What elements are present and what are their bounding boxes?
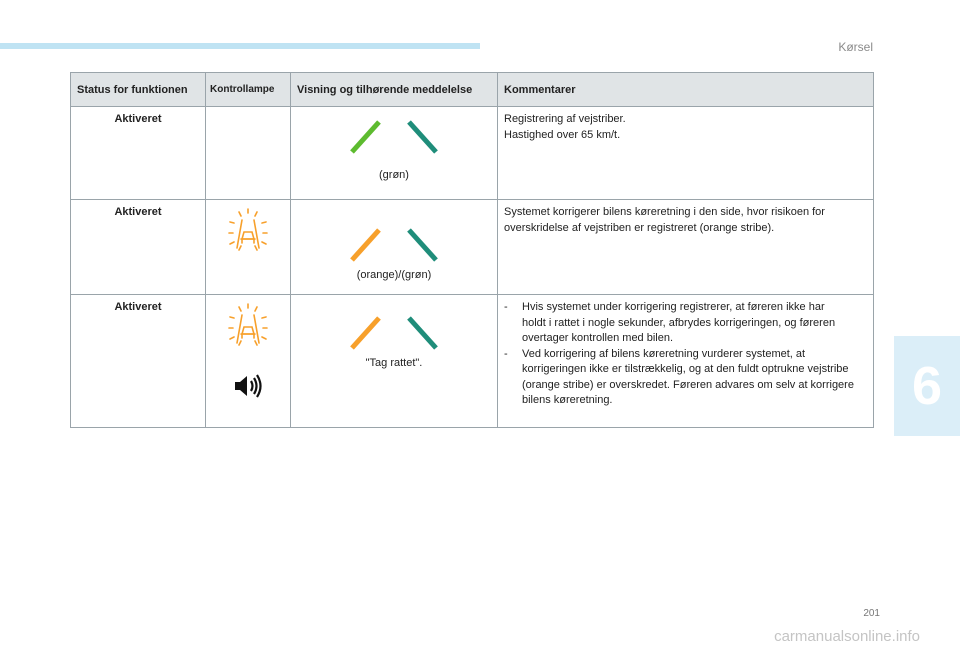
display-cell bbox=[291, 295, 498, 428]
comment-line: Ved korrigering af bilens køreretning vurderer systemet, at bbox=[522, 347, 806, 360]
header-status: Status for funktionen bbox=[71, 73, 206, 107]
lamp-cell bbox=[206, 295, 291, 428]
comment-line: bilens køreretning. bbox=[522, 394, 613, 406]
status-cell: Aktiveret bbox=[71, 295, 206, 428]
display-cell bbox=[291, 107, 498, 200]
status-cell: Aktiveret bbox=[71, 200, 206, 295]
display-caption: (orange)/(grøn) bbox=[356, 269, 432, 281]
right-lane-line bbox=[409, 230, 436, 260]
page-number: 201 bbox=[863, 608, 880, 619]
display-caption: (grøn) bbox=[379, 169, 409, 181]
comment-cell bbox=[498, 107, 874, 200]
right-lane-line bbox=[409, 122, 436, 152]
chapter-title: Kørsel bbox=[838, 40, 873, 54]
comment-bullet bbox=[504, 300, 867, 347]
status-cell: Aktiveret bbox=[71, 107, 206, 200]
comment-line: Hastighed over 65 km/t. bbox=[504, 128, 621, 141]
comment-line: Registrering af vejstriber. bbox=[504, 113, 626, 125]
lamp-cell bbox=[206, 200, 291, 295]
table-row bbox=[71, 200, 874, 295]
lamp-cell bbox=[206, 107, 291, 200]
table-row bbox=[71, 295, 874, 428]
left-lane-line bbox=[352, 230, 379, 260]
comment-bullet-list bbox=[504, 300, 867, 409]
table-header-row bbox=[71, 73, 874, 107]
lane-lines-icon bbox=[348, 315, 440, 351]
lane-departure-warning-icon bbox=[227, 303, 269, 347]
comment-cell bbox=[498, 295, 874, 428]
comment-line: Hvis systemet under korrigering registrerer, at føreren ikke har bbox=[522, 301, 825, 313]
left-lane-line bbox=[352, 122, 379, 152]
comment-line: holdt i rattet i nogle sekunder, afbrydes korrigeringen, og føreren bbox=[522, 316, 836, 329]
header-display: Visning og tilhørende meddelelse bbox=[291, 73, 498, 107]
speaker-sound-icon bbox=[233, 373, 263, 399]
lane-lines-icon bbox=[348, 227, 440, 263]
lane-keeping-status-table bbox=[70, 72, 874, 428]
header-comments: Kommentarer bbox=[498, 73, 874, 107]
bullet-dash: - bbox=[504, 301, 508, 313]
top-accent-bar bbox=[0, 43, 480, 49]
comment-line: korrigeringen ikke er tilstrækkelig, og at den fuldt optrukne vejstribe bbox=[522, 363, 849, 375]
display-caption: "Tag rattet". bbox=[365, 357, 423, 369]
left-lane-line bbox=[352, 318, 379, 348]
comment-cell bbox=[498, 200, 874, 295]
lane-lines-icon bbox=[348, 119, 440, 155]
table-row bbox=[71, 107, 874, 200]
bullet-dash: - bbox=[504, 347, 508, 360]
lane-departure-warning-icon bbox=[227, 208, 269, 252]
header-lamp: Kontrollampe bbox=[206, 73, 291, 107]
comment-line: Systemet korrigerer bilens køreretning i den side, hvor risikoen for bbox=[504, 206, 825, 218]
right-lane-line bbox=[409, 318, 436, 348]
comment-line: overtager kontrollen med bilen. bbox=[522, 332, 674, 344]
comment-line: (orange stribe) er overskredet. Føreren advares om selv at korrigere bbox=[522, 378, 854, 391]
watermark: carmanualsonline.info bbox=[774, 628, 920, 645]
chapter-tab: 6 bbox=[894, 336, 960, 436]
comment-bullet bbox=[504, 347, 867, 409]
comment-line: overskridelse af vejstriben er registreret (orange stribe). bbox=[504, 221, 775, 234]
display-cell bbox=[291, 200, 498, 295]
